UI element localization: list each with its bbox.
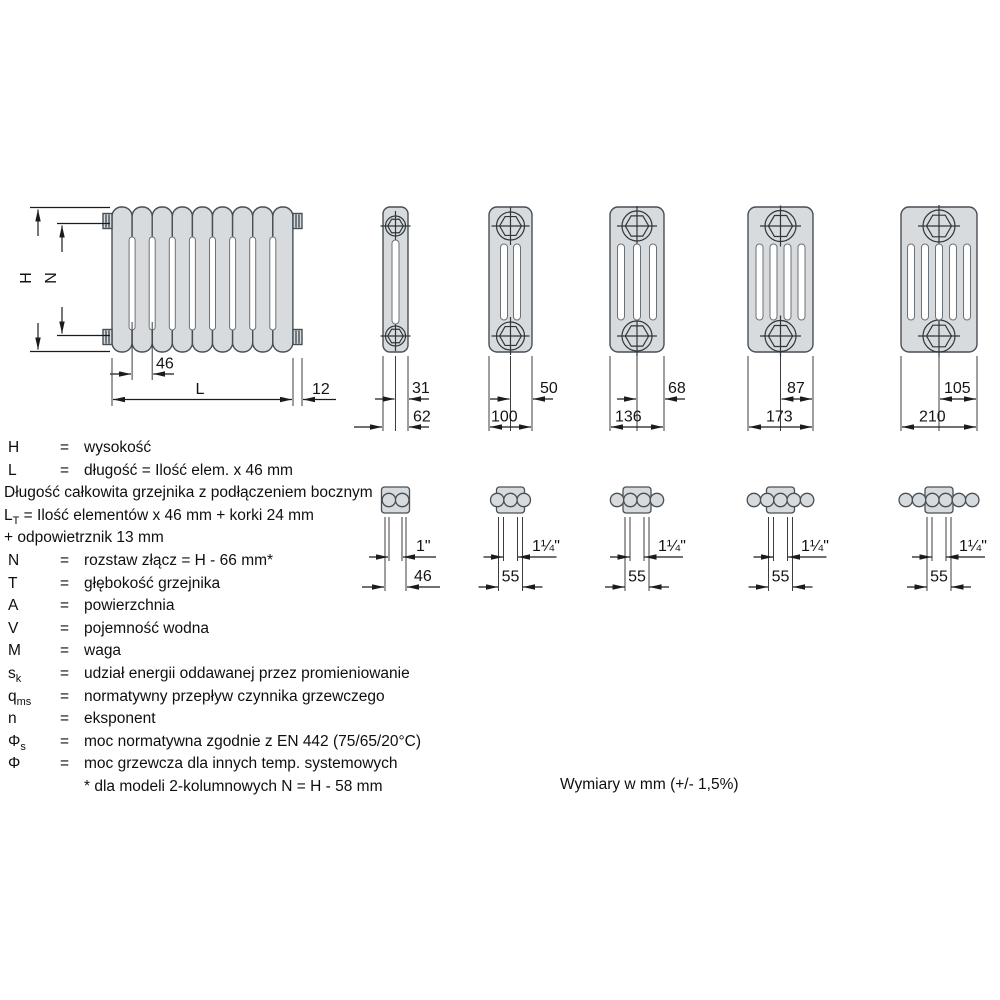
legend-row-LT: $L_T$ = Ilość elementów x 46 mm + korki 24 mm <box>4 506 314 527</box>
legend-row-M: M = waga <box>8 642 122 660</box>
half-depth-value: 50 <box>540 380 558 397</box>
half-depth-value: 105 <box>944 380 971 397</box>
depth-value: 210 <box>919 408 946 426</box>
legend-row-sk: $s_k$ = udział energii oddawanej przez promieniowanie <box>8 664 410 686</box>
thread-size-value: 1¼" <box>959 538 987 555</box>
depth-value: 173 <box>766 408 793 426</box>
legend-row-H: H = wysokość <box>8 439 152 456</box>
legend-row-L: L = długość = Ilość elem. x 46 mm <box>8 461 293 479</box>
cross-section-5col <box>748 206 813 432</box>
legend-row-qms: $q_{ms}$ = normatywny przepływ czynnika grzewczego <box>8 687 385 708</box>
length-dimension <box>112 355 293 406</box>
thread-size-value: 1¼" <box>658 538 686 555</box>
front-view <box>103 207 302 352</box>
top-view-4col <box>605 487 686 591</box>
legend <box>4 437 604 799</box>
legend-footnote: * dla modeli 2-kolumnowych N = H - 58 mm <box>84 777 383 795</box>
end-offset-value: 12 <box>312 381 330 398</box>
top-view-6col <box>899 487 987 591</box>
cross-section-2col <box>354 207 431 431</box>
end-offset-dimension <box>302 358 336 406</box>
legend-row-phi: Φ = moc grzewcza dla innych temp. systemowych <box>8 755 398 773</box>
pipe-spacing-dimension <box>43 224 110 336</box>
hub-pitch-value: 55 <box>771 568 790 586</box>
legend-row-N: N = rozstaw złącz = H - 66 mm* <box>8 551 274 569</box>
thread-size-value: 1" <box>416 538 431 555</box>
thread-size-value: 1¼" <box>801 538 829 555</box>
legend-row-T: T = głębokość grzejnika <box>8 574 221 592</box>
cross-section-6col <box>901 205 977 431</box>
legend-row-n: n = eksponent <box>8 710 156 728</box>
pipe-spacing-label: N <box>43 272 60 284</box>
half-depth-value: 31 <box>412 380 430 397</box>
half-depth-value: 68 <box>668 380 686 397</box>
hub-pitch-value: 55 <box>628 568 646 586</box>
thread-size-value: 1¼" <box>532 538 560 555</box>
hub-pitch-value: 55 <box>501 568 520 586</box>
cross-section-3col <box>489 207 558 431</box>
top-view-5col <box>747 487 829 591</box>
legend-row-V: V = pojemność wodna <box>8 619 209 637</box>
hub-pitch-value: 46 <box>414 568 432 585</box>
depth-value: 136 <box>615 408 642 426</box>
dimensions-tolerance-note: Wymiary w mm (+/- 1,5%) <box>560 776 739 793</box>
element-pitch-value: 46 <box>156 355 174 373</box>
hub-pitch-value: 55 <box>930 568 948 586</box>
legend-row-A: A = powierzchnia <box>8 597 175 615</box>
half-depth-value: 87 <box>787 380 805 397</box>
length-label: L <box>195 381 205 398</box>
height-dimension <box>18 208 110 352</box>
depth-value: 62 <box>413 408 431 426</box>
height-label: H <box>18 272 35 284</box>
legend-row-phi-s: $\Phi_s$ = moc normatywna zgodnie z EN 442 (75/65/20°C) <box>8 732 422 753</box>
cross-section-4col <box>610 206 686 431</box>
legend-row-air-vent: + odpowietrznik 13 mm <box>4 529 164 547</box>
legend-row-total-length-note: Długość całkowita grzejnika z podłączeniem bocznym <box>4 484 373 502</box>
depth-value: 100 <box>491 408 518 426</box>
